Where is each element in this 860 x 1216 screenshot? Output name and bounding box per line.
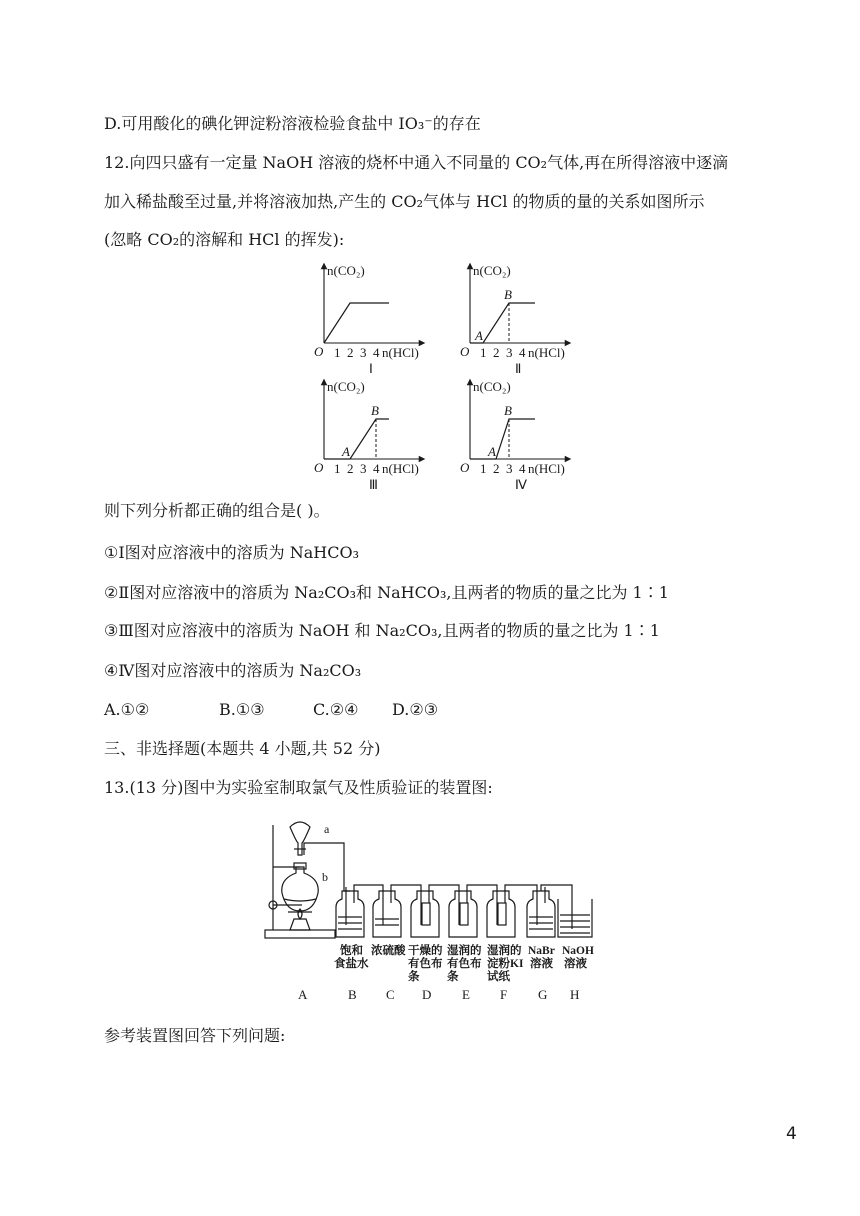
apparatus-letter-f: F [500,987,508,1002]
y-axis-label: n(CO₂) [327,263,365,278]
choice-d: D.②③ [392,700,439,719]
apparatus-letter-a: A [298,987,308,1002]
connecting-tube [391,885,421,887]
apparatus-letter-e: E [462,987,470,1002]
d-label-3: 条 [408,971,420,983]
origin-label: O [314,344,324,359]
series-line [324,303,389,343]
f-label-3: 试纸 [487,971,510,983]
tick-label: 3 [360,461,367,476]
question-12-ask: 则下列分析都正确的组合是( )。 [104,501,330,520]
choice-a: A.①② [104,700,150,719]
tick-label: 1 [334,345,341,360]
choice-b: B.①③ [219,700,265,719]
y-axis-label: n(CO₂) [473,263,511,278]
label-b-small: b [322,870,328,884]
tick-label: 2 [493,461,500,476]
separatory-funnel [290,822,310,855]
graph-2 [460,263,570,376]
tick-label: 2 [347,345,354,360]
tick-label: 1 [480,461,487,476]
d-label-2: 有色布 [408,958,443,970]
graph-caption: Ⅱ [515,361,522,376]
x-axis-label: n(HCl) [528,345,565,360]
graph-caption: Ⅲ [369,477,378,492]
origin-label: O [460,344,470,359]
graph-3 [314,379,424,492]
e-label-1: 湿润的 [447,945,482,957]
tick-label: 1 [480,345,487,360]
apparatus-letter-g: G [538,987,548,1002]
connecting-tube [467,885,497,887]
question-13-reference: 参考装置图回答下列问题: [104,1026,286,1045]
f-label-1: 湿润的 [487,945,522,957]
chlorine-apparatus-diagram [260,815,600,1005]
connecting-tube [429,885,459,887]
point-a-label: A [488,444,496,459]
series-line [470,419,535,459]
tick-label: 4 [373,345,380,360]
gas-bottle-1 [336,885,383,937]
question-12-line-3: (忽略 CO₂的溶解和 HCl 的挥发): [104,230,345,249]
x-axis-label: n(HCl) [382,461,419,476]
gas-bottle-3 [411,885,459,937]
tick-label: 2 [347,461,354,476]
origin-label: O [314,460,324,475]
point-a-label: A [342,444,350,459]
x-axis-label: n(HCl) [382,345,419,360]
g-label-2: 溶液 [530,958,553,970]
h-label-1: NaOH [562,945,594,957]
e-label-2: 有色布 [447,958,482,970]
gas-bottle-6 [527,887,555,937]
e-label-3: 条 [447,971,459,983]
statement-3: ③Ⅲ图对应溶液中的溶质为 NaOH 和 Na₂CO₃,且两者的物质的量之比为 1∶1 [104,621,660,640]
statement-2: ②Ⅱ图对应溶液中的溶质为 Na₂CO₃和 NaHCO₃,且两者的物质的量之比为 1∶1 [104,583,669,602]
tick-label: 4 [519,461,526,476]
tick-label: 3 [506,345,513,360]
series-line [324,419,389,459]
choice-c: C.②④ [313,700,359,719]
page-number: 4 [786,1124,797,1144]
connecting-tube [354,885,383,887]
point-a-label: A [475,328,483,343]
statement-4: ④Ⅳ图对应溶液中的溶质为 Na₂CO₃ [104,661,362,680]
section-3-heading: 三、非选择题(本题共 4 小题,共 52 分) [104,739,381,758]
tick-label: 1 [334,461,341,476]
tick-label: 4 [519,345,526,360]
y-axis-label: n(CO₂) [473,379,511,394]
flask-liquid [284,899,316,901]
graph-4 [460,379,570,492]
beaker-h [558,899,592,937]
origin-label: O [460,460,470,475]
tick-label: 3 [506,461,513,476]
h-label-2: 溶液 [564,958,587,970]
graph-1 [314,263,424,376]
statement-1: ①Ⅰ图对应溶液中的溶质为 NaHCO₃ [104,543,360,562]
tick-label: 2 [493,345,500,360]
option-d-previous: D.可用酸化的碘化钾淀粉溶液检验食盐中 IO₃⁻的存在 [104,114,481,133]
alcohol-lamp [290,919,310,930]
apparatus-letter-d: D [422,987,432,1002]
apparatus-letter-h: H [570,987,580,1002]
b-label-2: 食盐水 [334,958,369,970]
gas-bottle-2 [373,885,421,937]
gas-bottle-4 [449,885,497,937]
graph-caption: Ⅰ [369,361,373,376]
apparatus-letter-c: C [386,987,395,1002]
question-12-line-2: 加入稀盐酸至过量,并将溶液加热,产生的 CO₂气体与 HCl 的物质的量的关系如图所示 [104,192,705,211]
point-b-label: B [504,287,512,302]
y-axis-label: n(CO₂) [327,379,365,394]
graph-caption: Ⅳ [515,477,527,492]
g-label-1: NaBr [528,945,555,957]
connecting-tube [505,885,537,887]
point-b-label: B [504,403,512,418]
x-axis-label: n(HCl) [528,461,565,476]
co2-hcl-graphs [290,260,580,495]
point-b-label: B [371,403,379,418]
b-label-1: 饱和 [340,945,363,957]
stand-base [265,930,335,938]
question-12-line-1: 12.向四只盛有一定量 NaOH 溶液的烧杯中通入不同量的 CO₂气体,再在所得溶液中逐滴 [104,153,729,172]
c-label-1: 浓硫酸 [371,945,406,957]
d-label-1: 干燥的 [408,945,443,957]
f-label-2: 淀粉KI [487,958,524,970]
tick-label: 3 [360,345,367,360]
label-a-small: a [324,822,330,836]
tick-label: 4 [373,461,380,476]
question-13: 13.(13 分)图中为实验室制取氯气及性质验证的装置图: [104,778,493,797]
apparatus-letter-b: B [348,987,357,1002]
